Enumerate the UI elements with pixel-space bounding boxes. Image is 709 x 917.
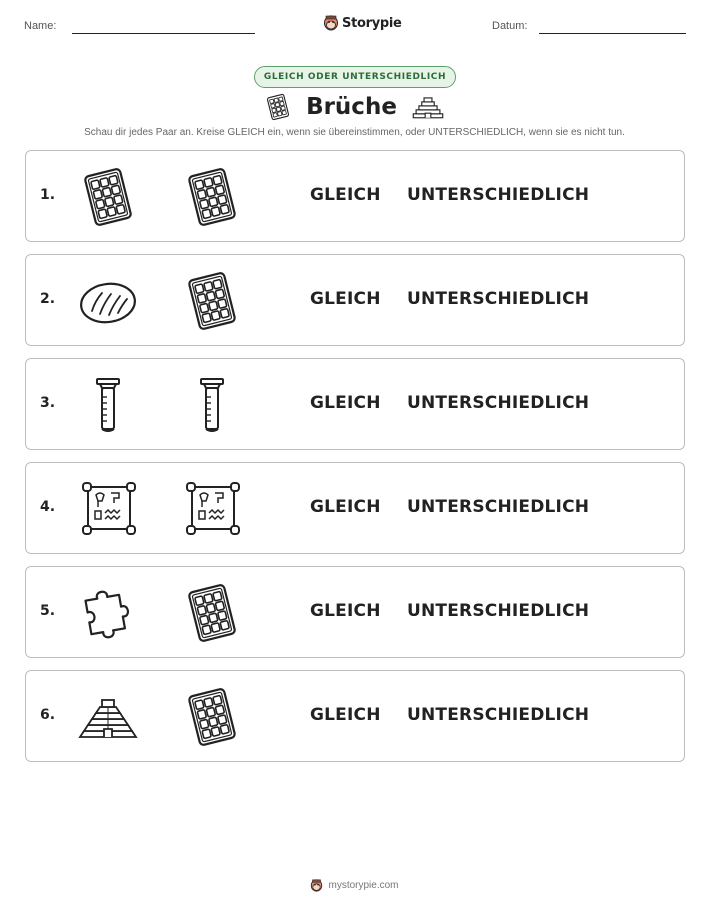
mascot-icon <box>323 14 339 32</box>
different-option[interactable]: UNTERSCHIEDLICH <box>407 601 590 621</box>
stepped-pyramid-icon <box>411 93 445 121</box>
column-icon <box>78 375 138 435</box>
brand-name: Storypie <box>342 15 402 31</box>
different-option[interactable]: UNTERSCHIEDLICH <box>407 705 590 725</box>
puzzle-piece-icon <box>78 583 138 643</box>
chocolate-bar-icon <box>182 271 242 331</box>
chocolate-bar-icon <box>264 93 292 121</box>
hieroglyph-scroll-icon <box>182 479 242 539</box>
chocolate-bar-icon <box>78 167 138 227</box>
question-row <box>25 358 685 450</box>
question-row <box>25 150 685 242</box>
question-number: 3. <box>40 395 56 411</box>
different-option[interactable]: UNTERSCHIEDLICH <box>407 289 590 309</box>
question-number: 6. <box>40 707 56 723</box>
date-field[interactable] <box>539 33 686 34</box>
question-row <box>25 670 685 762</box>
chocolate-bar-icon <box>182 167 242 227</box>
different-option[interactable]: UNTERSCHIEDLICH <box>407 185 590 205</box>
title-row <box>0 92 709 122</box>
name-field[interactable] <box>72 33 255 34</box>
same-option[interactable]: GLEICH <box>310 601 381 621</box>
brand-logo <box>323 14 402 32</box>
chocolate-bar-icon <box>182 687 242 747</box>
stepped-pyramid-icon <box>78 687 138 747</box>
same-option[interactable]: GLEICH <box>310 705 381 725</box>
same-option[interactable]: GLEICH <box>310 185 381 205</box>
name-label: Name: <box>24 20 57 32</box>
page-title: Brüche <box>306 94 397 120</box>
question-number: 4. <box>40 499 56 515</box>
same-option[interactable]: GLEICH <box>310 393 381 413</box>
question-row <box>25 254 685 346</box>
mascot-icon <box>310 878 323 893</box>
column-icon <box>182 375 242 435</box>
worksheet-type-badge: GLEICH ODER UNTERSCHIEDLICH <box>254 66 456 88</box>
footer <box>0 878 709 893</box>
question-number: 2. <box>40 291 56 307</box>
question-row <box>25 462 685 554</box>
footer-url[interactable]: mystorypie.com <box>328 880 399 891</box>
question-number: 1. <box>40 187 56 203</box>
different-option[interactable]: UNTERSCHIEDLICH <box>407 393 590 413</box>
bread-loaf-icon <box>78 271 138 331</box>
hieroglyph-scroll-icon <box>78 479 138 539</box>
same-option[interactable]: GLEICH <box>310 289 381 309</box>
same-option[interactable]: GLEICH <box>310 497 381 517</box>
chocolate-bar-icon <box>182 583 242 643</box>
instructions: Schau dir jedes Paar an. Kreise GLEICH ein, wenn sie übereinstimmen, oder UNTERSCHIEDLICH, wenn sie es nicht tun. <box>84 127 625 138</box>
different-option[interactable]: UNTERSCHIEDLICH <box>407 497 590 517</box>
question-row <box>25 566 685 658</box>
date-label: Datum: <box>492 20 528 32</box>
question-number: 5. <box>40 603 56 619</box>
